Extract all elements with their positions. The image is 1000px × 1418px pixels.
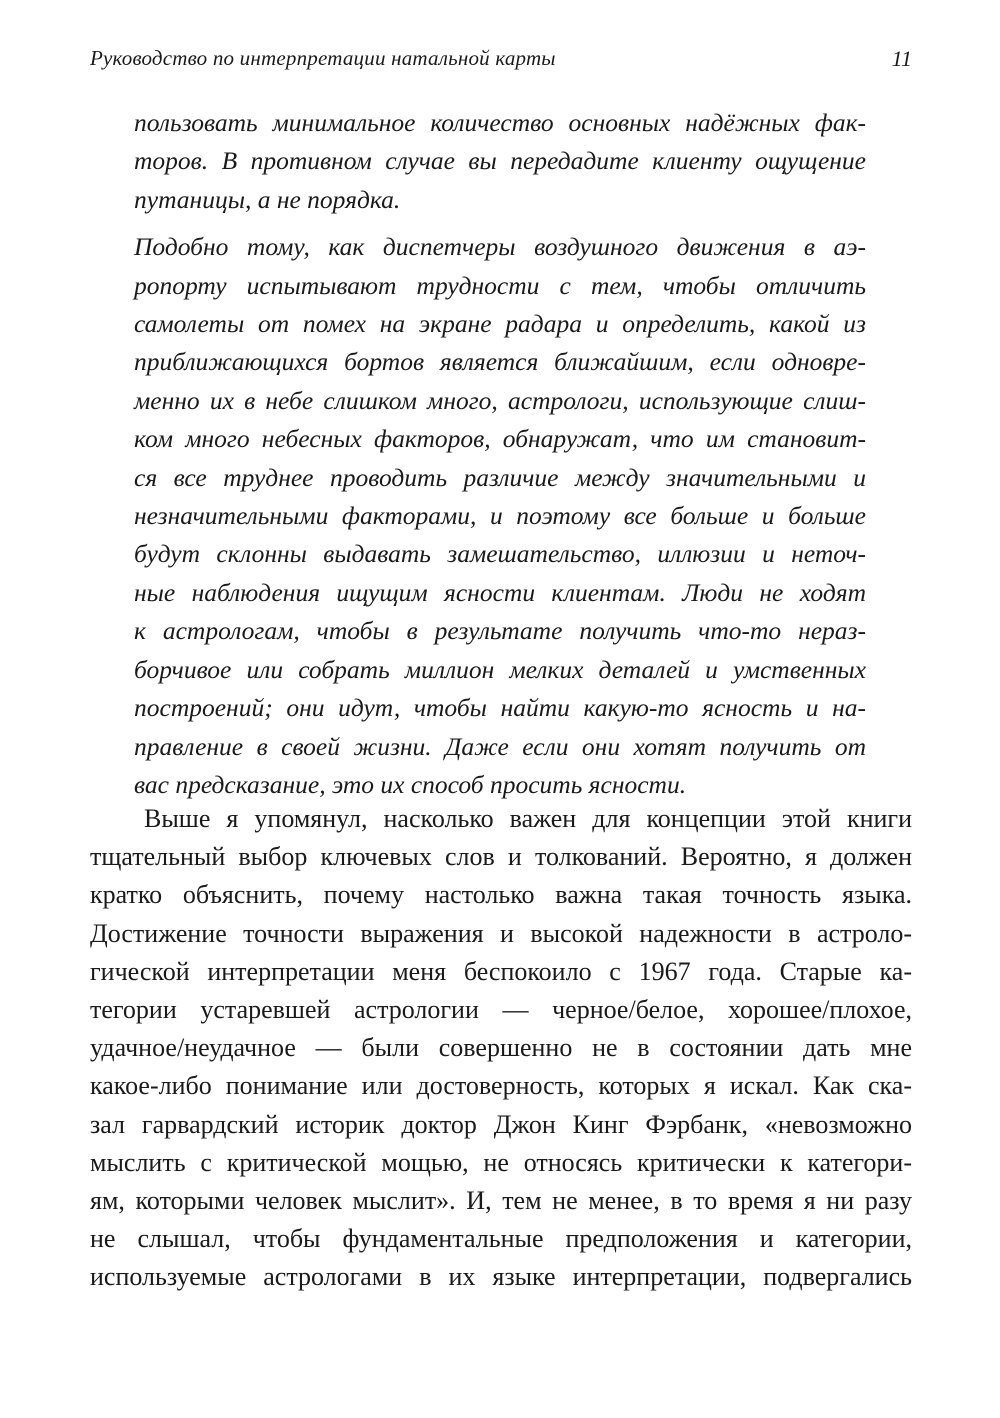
text-line: приближающихся бортов является ближайшим, если одновре- [134, 347, 866, 377]
text-line: менно их в небе слишком много, астрологи, использующие слиш- [134, 385, 866, 415]
text-line: Подобно тому, как диспетчеры воздушного движения в аэ- [134, 232, 866, 262]
running-header [90, 46, 912, 80]
text-line: ком много небесных факторов, обнаружат, что им становит- [134, 424, 866, 454]
text-line: вас предсказание, это их способ просить ясности. [134, 769, 687, 799]
text-line: построений; они идут, чтобы найти какую-то ясность и на- [134, 693, 866, 723]
text-line: борчивое или собрать миллион мелких деталей и умственных [134, 654, 866, 684]
text-line: ся все труднее проводить различие между значительными и [134, 462, 866, 492]
text-line: какое-либо понимание или достоверность, которых я искал. Как ска- [90, 1071, 912, 1101]
text-line: незначительными факторами, и поэтому все больше и больше [134, 501, 866, 531]
text-line: к астрологам, чтобы в результате получить что-то нераз- [134, 616, 866, 646]
body-paragraph [90, 800, 912, 1297]
text-line: Достижение точности выражения и высокой надежности в астроло- [90, 918, 912, 948]
text-line: тегории устаревшей астрологии — черное/белое, хорошее/плохое, [90, 995, 912, 1025]
text-line: кратко объяснить, почему настолько важна такая точность языка. [90, 880, 912, 910]
text-line: мыслить с критической мощью, не относясь критически к категори- [90, 1147, 912, 1177]
text-line: пользовать минимальное количество основных надёжных фак- [134, 108, 866, 137]
text-line: используемые астрологами в их языке интерпретации, подвергались [90, 1262, 912, 1292]
quote-paragraph-2 [134, 228, 866, 804]
text-line: ям, которыми человек мыслит». И, тем не менее, в то время я ни разу [90, 1186, 912, 1216]
quote-paragraph-1 [134, 104, 866, 219]
text-line: удачное/неудачное — были совершенно не в состоянии дать мне [90, 1033, 912, 1063]
text-line: гической интерпретации меня беспокоило с 1967 года. Старые ка- [90, 956, 912, 986]
page-number: 11 [891, 46, 912, 71]
text-line: самолеты от помех на экране радара и определить, какой из [134, 309, 866, 339]
text-line: не слышал, чтобы фундаментальные предположения и категории, [90, 1224, 912, 1254]
running-header-title: Руководство по интерпретации натальной карты [90, 46, 556, 70]
text-line: ропорту испытывают трудности с тем, чтобы отличить [134, 270, 866, 300]
text-line: тщательный выбор ключевых слов и толкований. Вероятно, я должен [90, 842, 912, 872]
text-line: путаницы, а не порядка. [134, 184, 401, 214]
text-line: зал гарвардский историк доктор Джон Кинг Фэрбанк, «невозможно [90, 1109, 912, 1139]
text-line: будут склонны выдавать замешательство, иллюзии и неточ- [134, 539, 866, 569]
text-line: Выше я упомянул, насколько важен для концепции этой книги [144, 804, 912, 833]
quoted-passage [134, 104, 866, 804]
text-line: ные наблюдения ищущим ясности клиентам. Люди не ходят [134, 577, 866, 607]
text-line: правление в своей жизни. Даже если они хотят получить от [134, 731, 866, 761]
text-line: торов. В противном случае вы передадите клиенту ощущение [134, 146, 866, 176]
